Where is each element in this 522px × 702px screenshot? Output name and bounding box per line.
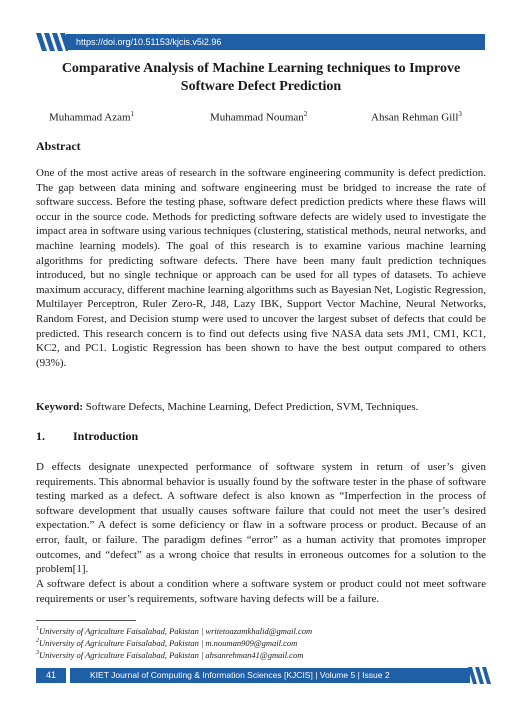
author-name: Ahsan Rehman Gill (371, 111, 459, 124)
footnote-text: University of Agriculture Faisalabad, Pakistan | ahsanrehman41@gmail.com (39, 649, 304, 660)
author-name: Muhammad Nouman (210, 111, 304, 124)
keywords-text: Software Defects, Machine Learning, Defect Prediction, SVM, Techniques. (85, 401, 419, 413)
intro-paragraph-1: D effects designate unexpected performance of software system in return of user’s given requirements. This abnormal behavior is usually found by the software tester in the phase of software testing marked as a defect. A software defect is also known as “Imperfection in the process of software development that usually causes software failure that could not meet the user’s desired expectation.” A defect is some deficiency or flaw in a software process or product. Because of an error, fault, or failure. The paradigm defines “error” as a human activity that promotes improper outcomes, and “defect” as a wrong choice that results in erroneous outcomes for a solution to the problem[1]. (36, 461, 486, 576)
author-mark: 3 (458, 110, 462, 118)
footnote-text: University of Agriculture Faisalabad, Pakistan | writetoazamkhalid@gmail.com (39, 625, 313, 636)
page-number: 41 (36, 668, 66, 683)
journal-info: KIET Journal of Computing & Information Sciences [KJCIS] | Volume 5 | Issue 2 (90, 670, 390, 680)
footnote-mark: 3 (36, 650, 39, 656)
footnote-1 (36, 624, 312, 637)
author-2 (210, 110, 307, 124)
paper-title (30, 60, 492, 96)
title-line-1: Comparative Analysis of Machine Learning techniques to Improve (61, 61, 461, 76)
footnote-mark: 1 (36, 626, 39, 632)
keywords (36, 401, 418, 413)
doi-link[interactable]: https://doi.org/10.51153/kjcis.v5i2.96 (76, 37, 222, 47)
header-stripes-decoration (36, 33, 68, 51)
footnote-text: University of Agriculture Faisalabad, Pakistan | m.nouman909@gmail.com (39, 637, 298, 648)
author-mark: 2 (303, 110, 308, 118)
keywords-label: Keyword: (36, 401, 84, 413)
author-1 (49, 110, 134, 124)
section-number: 1. (36, 429, 45, 443)
abstract-heading: Abstract (36, 139, 81, 153)
title-line-2: Software Defect Prediction (180, 79, 342, 94)
footnote-rule (36, 620, 136, 621)
footnote-3 (36, 648, 303, 661)
author-mark: 1 (130, 110, 135, 118)
footnote-2 (36, 636, 297, 649)
abstract-text: One of the most active areas of research in the software engineering community is defect prediction. The gap between data mining and software engineering must be bridged to increase the rate of software success. Before the testing phase, software defect prediction predicts where these flaws will occur in the source code. Methods for predicting software defects are widely used to investigate the impact area in software using various techniques (clustering, statistical methods, neural networks, and machine learning models). The goal of this research is to examine various machine learning algorithms for predicting software defects. There have been many fault prediction techniques introduced, but no single technique or approach can be used for all types of datasets. To achieve maximum accuracy, different machine learning algorithms such as Bayesian Net, Logistic Regression, Multilayer Perceptron, Ruler Zero-R, J48, Lazy IBK, Support Vector Machine, Neural Networks, Random Forest, and Decision stump were used to uncover the largest subset of defects that could be predicted. This research concern is to find out defects using five NASA data sets JM1, CM1, KC1, KC2, and PC1. Logistic Regression has been shown to have the best output compared to others (93%). (36, 167, 486, 369)
footer-bar (70, 668, 470, 683)
footer-stripes-decoration (468, 667, 492, 684)
author-name: Muhammad Azam (49, 111, 131, 124)
footnote-mark: 2 (36, 638, 39, 644)
intro-paragraph-2: A software defect is about a condition where a software system or product could not meet software requirements or user’s requirements, software having defects will be a failure. (36, 578, 486, 605)
section-title: Introduction (73, 429, 139, 443)
author-3 (371, 110, 462, 124)
